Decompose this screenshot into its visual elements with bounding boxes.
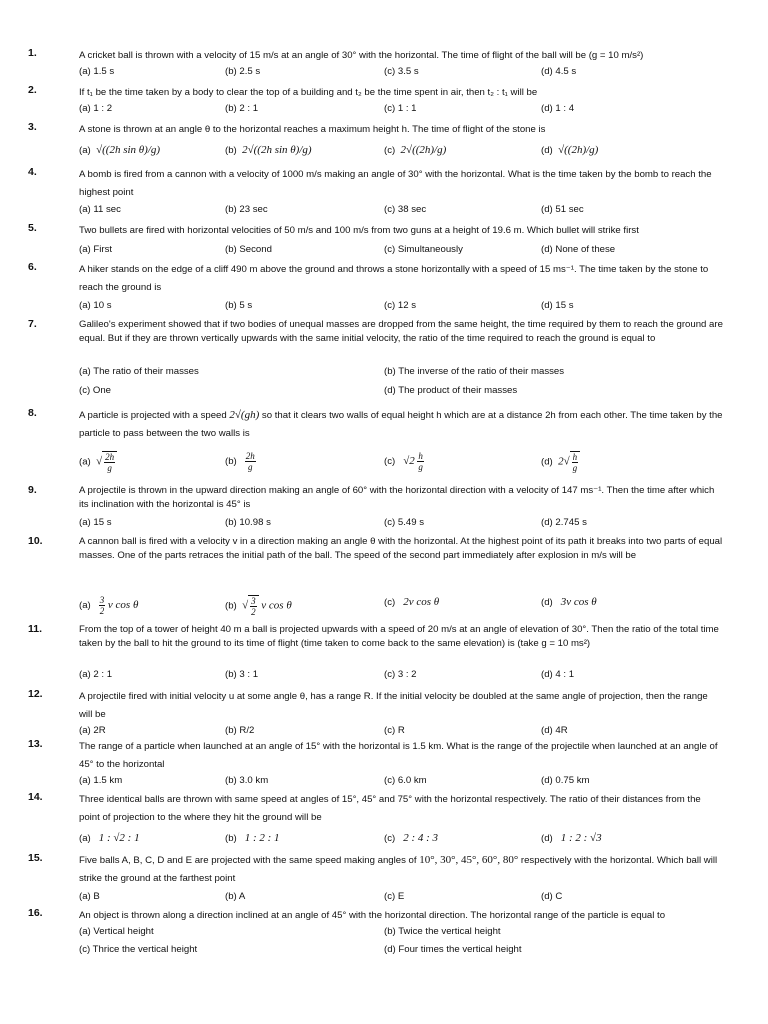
option-a[interactable]: (a) 10 s [79,300,112,311]
question-number: 7. [28,318,37,330]
question-number: 4. [28,166,37,178]
question-number: 15. [28,852,43,864]
option-math: √2 [403,455,415,468]
question-text [79,852,723,887]
option-c[interactable]: (c) 3 : 2 [384,669,417,680]
option-c[interactable]: (c) 3.5 s [384,66,419,77]
stem-text: Five balls A, B, C, D and E are projected with the same speed making angles of [79,855,420,866]
option-b[interactable]: (b) 2.5 s [225,66,261,77]
question-text: A cricket ball is thrown with a velocity of 15 m/s at an angle of 30° with the horizontal. The time of flight of the ball will be (g = 10 m/s²) [79,50,644,61]
option-math: √((2h)/g) [558,144,599,156]
option-a[interactable]: (a) 2 : 1 [79,669,113,680]
question-text: A bomb is fired from a cannon with a velocity of 1000 m/s making an angle of 30° with the horizontal. What is the time taken by the bomb to reach the highest point [79,169,712,198]
option-c[interactable]: (c) 5.49 s [384,517,424,528]
option-d[interactable]: (d) 51 sec [541,204,584,215]
option-a[interactable]: (a) 1 : 2 [79,103,113,114]
option-d[interactable]: (d) 1 : 4 [541,103,575,114]
option-c[interactable]: (c) Simultaneously [384,244,463,255]
option-d[interactable] [541,451,580,473]
sqrt-icon: √ [96,455,103,468]
option-label: (b) [225,145,237,156]
option-a[interactable] [79,451,117,473]
option-c[interactable]: (c) E [384,891,405,902]
option-a[interactable]: (a) 15 s [79,517,112,528]
option-a[interactable]: (a) B [79,891,100,902]
option-math: 1 : √2 : 1 [98,832,140,844]
option-label: (a) [79,833,91,844]
fraction: $\frac{h}{g}$ [572,452,578,473]
question-number: 14. [28,791,43,803]
fraction: $\frac{3}{2}$ [99,595,105,616]
option-c[interactable]: (c) 6.0 km [384,775,427,786]
stem-math: 2√(gh) [229,409,260,421]
option-b[interactable] [225,595,292,617]
question-number: 13. [28,738,43,750]
option-a[interactable]: (a) 1.5 km [79,775,123,786]
option-label: (d) [541,145,553,156]
option-d[interactable]: (d) C [541,891,563,902]
option-a[interactable]: (a) The ratio of their masses [79,366,199,377]
question-number: 8. [28,407,37,419]
option-b[interactable] [225,831,280,846]
question-number: 12. [28,688,43,700]
option-a[interactable] [79,595,138,616]
option-a[interactable]: (a) First [79,244,113,255]
option-math: 1 : 2 : √3 [560,832,602,844]
option-label: (d) [541,833,553,844]
option-label: (c) [384,597,396,608]
question-text: An object is thrown along a direction inclined at an angle of 45° with the horizontal direction. The horizontal range of the particle is equal to [79,910,666,921]
question-number: 1. [28,47,37,59]
option-math: 2 [558,455,564,468]
question-number: 2. [28,84,37,96]
option-b[interactable]: (b) The inverse of the ratio of their masses [384,366,565,377]
stem-math: 10°, 30°, 45°, 60°, 80° [419,854,519,866]
option-b[interactable]: (b) R/2 [225,725,255,736]
option-b[interactable]: (b) Second [225,244,272,255]
option-b[interactable]: (b) A [225,891,246,902]
question-text: A projectile is thrown in the upward direction making an angle of 60° with the horizontal direction with a velocity of 147 ms⁻¹. Then the time after which its inclination with the horizontal is 45° is [79,485,715,510]
option-b[interactable]: (b) 3 : 1 [225,669,259,680]
option-d[interactable] [541,595,597,610]
option-c[interactable]: (c) One [79,385,111,396]
question-number: 9. [28,484,37,496]
option-c[interactable] [384,143,446,158]
option-label: (b) [225,833,237,844]
question-text: Two bullets are fired with horizontal velocities of 50 m/s and 100 m/s from two guns at a height of 19.6 m. Which bullet will strike first [79,225,639,236]
question-text: A hiker stands on the edge of a cliff 490 m above the ground and throws a stone horizontally with a speed of 15 ms⁻¹. The time taken by the stone to reach the ground is [79,264,709,293]
option-b[interactable]: (b) 5 s [225,300,253,311]
option-d[interactable]: (d) None of these [541,244,616,255]
option-label: (b) [225,600,237,612]
option-math: 2v cos θ [403,596,440,608]
stem-text: A particle is projected with a speed [79,410,230,421]
option-math: 3v cos θ [560,596,597,608]
option-b[interactable]: (b) 10.98 s [225,517,271,528]
option-label: (d) [541,597,553,608]
option-a[interactable]: (a) 11 sec [79,204,121,215]
option-b[interactable]: (b) Twice the vertical height [384,926,501,937]
option-math: 2√((2h sin θ)/g) [242,144,312,156]
option-label: (b) [225,456,237,468]
option-c[interactable]: (c) 38 sec [384,204,427,215]
question-text: The range of a particle when launched at an angle of 15° with the horizontal is 1.5 km. What is the range of the projectile when launched at an angle of 45° to the horizontal [79,741,718,770]
fraction: $\frac{2h}{g}$ [105,452,115,473]
stem-text: respectively with the horizontal. Which ball will strike the ground at the farthest point [79,855,718,884]
option-d[interactable]: (d) 15 s [541,300,574,311]
question-text [79,407,723,442]
option-math: v cos θ [261,599,292,612]
option-a[interactable] [79,143,160,158]
option-d[interactable] [541,831,602,846]
option-b[interactable]: (b) 23 sec [225,204,268,215]
option-math: 2 : 4 : 3 [403,832,439,844]
option-d[interactable]: (d) 0.75 km [541,775,590,786]
question-number: 10. [28,535,43,547]
option-label: (a) [79,456,91,468]
option-c[interactable]: (c) 1 : 1 [384,103,417,114]
option-label: (a) [79,145,91,156]
option-b[interactable] [225,451,256,472]
option-math: 1 : 2 : 1 [244,832,280,844]
question-text: Galileo's experiment showed that if two bodies of unequal masses are dropped from the same height, the time required by them to reach the ground are equal. But if they are thrown vertically upwards with the same initial velocity, the ratio of the time required to reach the ground is equal to [79,319,723,344]
option-d[interactable]: (d) The product of their masses [384,385,518,396]
option-d[interactable]: (d) Four times the vertical height [384,944,522,955]
fraction: $\frac{2h}{g}$ [245,451,255,472]
question-number: 3. [28,121,37,133]
option-math: 2√((2h)/g) [400,144,447,156]
question-number: 16. [28,907,43,919]
sqrt-icon: √ [563,455,570,468]
question-text: If t₁ be the time taken by a body to clear the top of a building and t₂ be the time spent in air, then t₂ : t₁ will be [79,87,538,98]
option-label: (c) [384,145,396,156]
option-c[interactable] [384,831,438,846]
option-a[interactable]: (a) 1.5 s [79,66,115,77]
option-d[interactable]: (d) 4 : 1 [541,669,575,680]
option-a[interactable] [79,831,140,846]
option-d[interactable] [541,143,598,158]
question-text: A stone is thrown at an angle θ to the horizontal reaches a maximum height h. The time of flight of the stone is [79,124,546,135]
option-d[interactable]: (d) 2.745 s [541,517,587,528]
question-text: Three identical balls are thrown with same speed at angles of 15°, 45° and 75° with the horizontal respectively. The ratio of their distances from the point of projection to the where they hit the ground will be [79,794,701,823]
question-text: A cannon ball is fired with a velocity v in a direction making an angle θ with the horizontal. At the highest point of its path it breaks into two parts of equal masses. One of the parts retraces the initial path of the ball. The speed of the second part immediately after explosion in m/s will be [79,536,723,561]
option-d[interactable]: (d) 4R [541,725,568,736]
option-b[interactable] [225,143,312,158]
question-text: A projectile fired with initial velocity u at some angle θ, has a range R. If the initial velocity be doubled at the same angle of projection, then the range will be [79,691,708,720]
option-c[interactable]: (c) Thrice the vertical height [79,944,198,955]
option-c[interactable] [384,451,424,472]
option-c[interactable]: (c) R [384,725,405,736]
fraction: $\frac{3}{2}$ [251,596,256,617]
option-a[interactable]: (a) Vertical height [79,926,154,937]
option-label: (a) [79,600,91,612]
option-label: (d) [541,456,553,468]
stem-text: so that it clears two walls of equal height h which are at a distance 2h from each other. The time taken by the particle to pass between the two walls is [79,410,723,439]
question-number: 11. [28,623,43,635]
option-label: (c) [384,833,396,844]
option-label: (c) [384,456,396,468]
option-math: v cos θ [107,599,139,612]
fraction: $\frac{h}{g}$ [418,451,423,472]
option-b[interactable]: (b) 3.0 km [225,775,269,786]
option-c[interactable] [384,595,439,610]
option-d[interactable]: (d) 4.5 s [541,66,577,77]
sqrt-icon: √ [242,599,249,612]
option-c[interactable]: (c) 12 s [384,300,416,311]
option-b[interactable]: (b) 2 : 1 [225,103,259,114]
option-math: √((2h sin θ)/g) [96,144,161,156]
question-number: 6. [28,261,37,273]
question-text: From the top of a tower of height 40 m a ball is projected upwards with a speed of 20 m/s at an angle of elevation of 30°. Then the ratio of the total time taken by the ball to hit the ground to its time of flight (time taken to come back to the same elevation) is (take g = 10 ms²) [79,624,719,649]
option-a[interactable]: (a) 2R [79,725,106,736]
question-number: 5. [28,222,37,234]
